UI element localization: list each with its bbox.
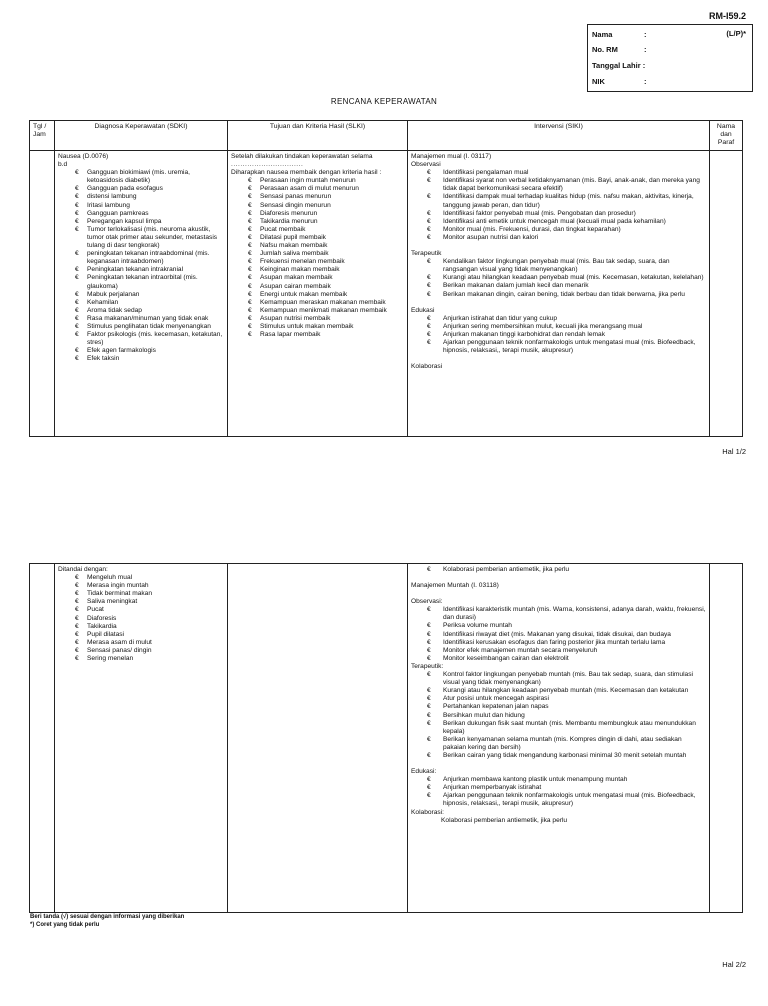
list-item[interactable]: € Diaforesis menurun <box>231 210 404 218</box>
footnote-checkmark: Beri tanda (√) sesuai dengan informasi yang diberikan <box>30 914 185 920</box>
list-item[interactable]: € Asupan makan membaik <box>231 274 404 282</box>
muntah-title: Manajemen Muntah (I. 03118) <box>411 582 499 590</box>
list-item[interactable]: € Sering menelan <box>58 655 224 663</box>
tanggal-lahir-label: Tanggal Lahir : <box>592 61 646 70</box>
header-nama-paraf: Nama dan Paraf <box>710 121 743 151</box>
tgl-cell[interactable] <box>30 564 55 913</box>
list-item[interactable]: € Atur posisi untuk mencegah aspirasi <box>411 695 706 703</box>
list-item[interactable]: € Tumor terlokalisasi (mis. neuroma akustik, tumor otak primer atau sekunder, metastasis tulang di dasr tengkorak) <box>58 226 224 250</box>
list-item[interactable]: € Kurangi atau hilangkan keadaan penyebab mual (mis. Kecemasan, ketakutan, kelelahan) <box>411 274 706 282</box>
ditandai-cell <box>55 564 228 913</box>
diagnosa-bd: b.d <box>58 161 68 169</box>
kolaborasi-text: Kolaborasi pemberian antiemetik, jika perlu <box>441 816 568 824</box>
tujuan-cell-page2[interactable] <box>228 564 408 913</box>
nik-row: NIK : <box>592 77 647 86</box>
list-item[interactable]: € Frekuensi menelan membaik <box>231 258 404 266</box>
list-item[interactable]: € Identifikasi dampak mual terhadap kualitas hidup (mis. nafsu makan, aktivitas, kinerja, tanggung jawab peran, dan tidur) <box>411 193 706 209</box>
patient-identity-box <box>587 24 753 92</box>
list-item[interactable]: € Asupan nutrisi membaik <box>231 315 404 323</box>
list-item[interactable]: € Identifikasi faktor penyebab mual (mis. Pengobatan dan prosedur) <box>411 210 706 218</box>
list-item[interactable]: € Diaforesis <box>58 615 224 623</box>
tujuan-list-a <box>231 177 404 266</box>
nama-paraf-cell[interactable] <box>710 564 743 913</box>
list-item[interactable]: € Berikan cairan yang tidak mengandung karbonasi minimal 30 menit setelah muntah <box>411 752 706 760</box>
list-item[interactable]: € Anjurkan membawa kantong plastik untuk menampung muntah <box>411 776 706 784</box>
list-item[interactable]: € Saliva meningkat <box>58 598 224 606</box>
list-item[interactable]: € Perasaan ingin muntah menurun <box>231 177 404 185</box>
list-item[interactable]: € Monitor mual (mis. Frekuensi, durasi, dan tingkat keparahan) <box>411 226 706 234</box>
edukasi-label: Edukasi: <box>411 768 437 776</box>
list-item[interactable]: € Identifikasi karakteristik muntah (mis. Warna, konsistensi, adanya darah, waktu, frekuensi, dan durasi) <box>411 606 706 622</box>
list-item[interactable]: € Ajarkan penggunaan teknik nonfarmakologis untuk mengatasi mual (mis. Biofeedback, hipnosis, relaksasi,, terapi musik, akupresur) <box>411 792 706 808</box>
list-item[interactable]: € Berikan makanan dalam jumlah kecil dan menarik <box>411 282 706 290</box>
list-item[interactable]: € Peningkatan tekanan intrakranial <box>58 266 224 274</box>
no-rm-row: No. RM : <box>592 45 647 54</box>
terapeutik-list <box>411 671 706 760</box>
nama-row: Nama : <box>592 30 647 39</box>
list-item[interactable]: € Iritasi lambung <box>58 202 224 210</box>
no-rm-label: No. RM <box>592 45 618 54</box>
list-item[interactable]: € Rasa makanan/minuman yang tidak enak <box>58 315 224 323</box>
observasi-label: Observasi <box>411 161 441 169</box>
list-item[interactable]: € Identifikasi riwayat diet (mis. Makanan yang disukai, tidak disukai, dan budaya <box>411 631 706 639</box>
list-item[interactable]: € Berikan kenyamanan selama muntah (mis. Kompres dingin di dahi, atau sediakan pakaian kering dan bersih) <box>411 736 706 752</box>
ditandai-label: Ditandai dengan: <box>58 566 108 573</box>
list-item[interactable]: € Peregangan kapsul limpa <box>58 218 224 226</box>
list-item[interactable]: € Monitor keseimbangan cairan dan elektrolit <box>411 655 706 663</box>
list-item[interactable]: € Keinginan makan membaik <box>231 266 404 274</box>
kolaborasi-label: Kolaborasi <box>411 363 443 371</box>
list-item[interactable]: € Gangguan biokimiawi (mis. uremia, ketoasidosis diabetik) <box>58 169 224 185</box>
list-item[interactable]: € Takikardia <box>58 623 224 631</box>
diagnosa-title: Nausea (D.0076) <box>58 153 109 160</box>
list-item[interactable]: € Kehamilan <box>58 299 224 307</box>
list-item[interactable]: € Identifikasi pengalaman mual <box>411 169 706 177</box>
form-code: RM-I59.2 <box>708 11 746 21</box>
list-item[interactable]: € Gangguan pada esofagus <box>58 185 224 193</box>
nama-paraf-cell[interactable] <box>710 151 743 437</box>
list-item[interactable]: € Identifikasi kerusakan esofagus dan faring posterior jika muntah terlalu lama <box>411 639 706 647</box>
list-item[interactable]: € Anjurkan sering membersihkan mulut, kecuali jika merangsang mual <box>411 323 706 331</box>
list-item[interactable]: € Sensasi panas/ dingin <box>58 647 224 655</box>
list-item[interactable]: € Pupil dilatasi <box>58 631 224 639</box>
care-plan-table-page1 <box>29 120 743 437</box>
list-item[interactable]: € Ajarkan penggunaan teknik nonfarmakologis untuk mengatasi mual (mis. Biofeedback, hipnosis, relaksasi,, terapi musik, akupresur) <box>411 339 706 355</box>
list-item[interactable]: € Sensasi panas menurun <box>231 193 404 201</box>
nama-label: Nama <box>592 30 613 39</box>
terapeutik-label: Terapeutik: <box>411 662 444 670</box>
list-item[interactable]: € Takikardia menurun <box>231 218 404 226</box>
list-item[interactable]: € Rasa lapar membaik <box>231 331 404 339</box>
page-number-1: Hal 1/2 <box>722 447 746 456</box>
intervensi-cell-page2 <box>408 564 710 913</box>
list-item[interactable]: € Berikan dukungan fisik saat muntah (mis. Membantu membungkuk atau menundukkan kepala) <box>411 720 706 736</box>
header-intervensi: Intervensi (SIKI) <box>408 121 710 151</box>
list-item[interactable]: € Dilatasi pupil membaik <box>231 234 404 242</box>
tujuan-duration-blank[interactable]: ............................... <box>231 161 304 169</box>
tanggal-lahir-row <box>592 61 645 70</box>
list-item[interactable]: € Merasa ingin muntah <box>58 582 224 590</box>
list-item[interactable]: € Identifikasi syarat non verbal ketidaknyamanan (mis. Bayi, anak-anak, dan mereka yang tidak dapat berkomunikasi secara efektif) <box>411 177 706 193</box>
list-item[interactable]: € Kurangi atau hilangkan keadaan penyebab muntah (mis. Kecemasan dan ketakutan <box>411 687 706 695</box>
diagnosa-cell <box>55 151 228 437</box>
kolaborasi-label: Kolaborasi: <box>411 808 444 816</box>
list-item[interactable]: € Nafsu makan membaik <box>231 242 404 250</box>
header-tujuan: Tujuan dan Kriteria Hasil (SLKI) <box>228 121 408 151</box>
list-item[interactable]: € distensi lambung <box>58 193 224 201</box>
list-item[interactable]: € Anjurkan makanan tinggi karbohidrat dan rendah lemak <box>411 331 706 339</box>
page-title: RENCANA KEPERAWATAN <box>330 97 438 106</box>
tujuan-cell <box>228 151 408 437</box>
list-item[interactable]: € Pucat <box>58 606 224 614</box>
list-item[interactable]: € Gangguan pamkreas <box>58 210 224 218</box>
intervensi-title: Manajemen mual (I. 03117) <box>411 153 492 160</box>
tgl-cell[interactable] <box>30 151 55 437</box>
list-item[interactable]: € Mabuk perjalanan <box>58 291 224 299</box>
list-item[interactable]: € Identifikasi anti emetik untuk mencegah mual (kecuali mual pada kehamilan) <box>411 218 706 226</box>
table-row <box>30 564 743 913</box>
terapeutik-list <box>411 258 706 298</box>
tujuan-expected: Diharapkan nausea membaik dengan kriteria hasil : <box>231 169 382 177</box>
gender-lp: (L/P)* <box>726 29 746 38</box>
kolaborasi-first-list <box>411 566 706 574</box>
list-item[interactable]: € Kendalikan faktor lingkungan penyebab mual (mis. Bau tak sedap, suara, dan rangsangan visual yang tidak menyenangkan) <box>411 258 706 274</box>
list-item[interactable]: € Kemampuan menikmati makanan membaik <box>231 307 404 315</box>
list-item[interactable]: € Tidak berminat makan <box>58 590 224 598</box>
list-item[interactable]: € peningkatan tekanan intraabdominal (mis. keganasan intraabdomen) <box>58 250 224 266</box>
diagnosa-list <box>58 169 224 363</box>
list-item[interactable]: € Sensasi dingin menurun <box>231 202 404 210</box>
table-row <box>30 151 743 437</box>
list-item[interactable]: € Bersihkan mulut dan hidung <box>411 712 706 720</box>
table-header-row <box>30 121 743 151</box>
ditandai-list <box>58 574 224 663</box>
header-tgl: Tgl / Jam <box>30 121 55 151</box>
list-item[interactable]: € Merasa asam di mulut <box>58 639 224 647</box>
list-item[interactable]: € Monitor asupan nutrisi dan kalori <box>411 234 706 242</box>
list-item[interactable]: € Efek agen farmakologis <box>58 347 224 355</box>
list-item[interactable]: € Mengeluh mual <box>58 574 224 582</box>
edukasi-label: Edukasi <box>411 306 435 314</box>
page-number-2: Hal 2/2 <box>722 960 746 969</box>
list-item[interactable]: € Kolaborasi pemberian antiemetik, jika perlu <box>411 566 706 574</box>
terapeutik-label: Terapeutik <box>411 250 442 258</box>
list-item[interactable]: € Energi untuk makan membaik <box>231 291 404 299</box>
footnote-strike: *) Coret yang tidak perlu <box>30 922 100 928</box>
observasi-label: Observasi: <box>411 598 443 606</box>
tujuan-intro: Setelah dilakukan tindakan keperawatan selama <box>231 153 373 160</box>
list-item[interactable]: € Stimulus penglihatan tidak menyenangkan <box>58 323 224 331</box>
list-item[interactable]: € Pertahankan kepatenan jalan napas <box>411 703 706 711</box>
list-item[interactable]: € Aroma tidak sedap <box>58 307 224 315</box>
list-item[interactable]: € Monitor efek manajemen muntah secara menyeluruh <box>411 647 706 655</box>
list-item[interactable]: € Berikan makanan dingin, cairan bening, tidak berbau dan tidak berwarna, jika perlu <box>411 291 706 299</box>
list-item[interactable]: € Periksa volume muntah <box>411 622 706 630</box>
tujuan-list-b <box>231 266 404 339</box>
list-item[interactable]: € Anjurkan istirahat dan tidur yang cukup <box>411 315 706 323</box>
list-item[interactable]: € Kemampuan meraskan makanan membaik <box>231 299 404 307</box>
list-item[interactable]: € Faktor psikologis (mis. kecemasan, ketakutan, stres) <box>58 331 224 347</box>
observasi-list <box>411 169 706 242</box>
list-item[interactable]: € Perasaan asam di mulut menurun <box>231 185 404 193</box>
care-plan-table-page2 <box>29 563 743 913</box>
intervensi-cell <box>408 151 710 437</box>
list-item[interactable]: € Asupan cairan membaik <box>231 283 404 291</box>
edukasi-list <box>411 776 706 808</box>
nik-label: NIK <box>592 77 605 86</box>
list-item[interactable]: € Peningkatan tekanan intraorbital (mis. glaukoma) <box>58 274 224 290</box>
list-item[interactable]: € Pucat membaik <box>231 226 404 234</box>
list-item[interactable]: € Efek taksin <box>58 355 224 363</box>
list-item[interactable]: € Kontrol faktor lingkungan penyebab muntah (mis. Bau tak sedap, suara, dan stimulasi visual yang tidak menyenangkan) <box>411 671 706 687</box>
list-item[interactable]: € Anjurkan memperbanyak istirahat <box>411 784 706 792</box>
edukasi-list <box>411 315 706 355</box>
list-item[interactable]: € Jumlah saliva membaik <box>231 250 404 258</box>
header-diagnosa: Diagnosa Keperawatan (SDKI) <box>55 121 228 151</box>
list-item[interactable]: € Stimulus untuk makan membaik <box>231 323 404 331</box>
observasi-list <box>411 606 706 663</box>
